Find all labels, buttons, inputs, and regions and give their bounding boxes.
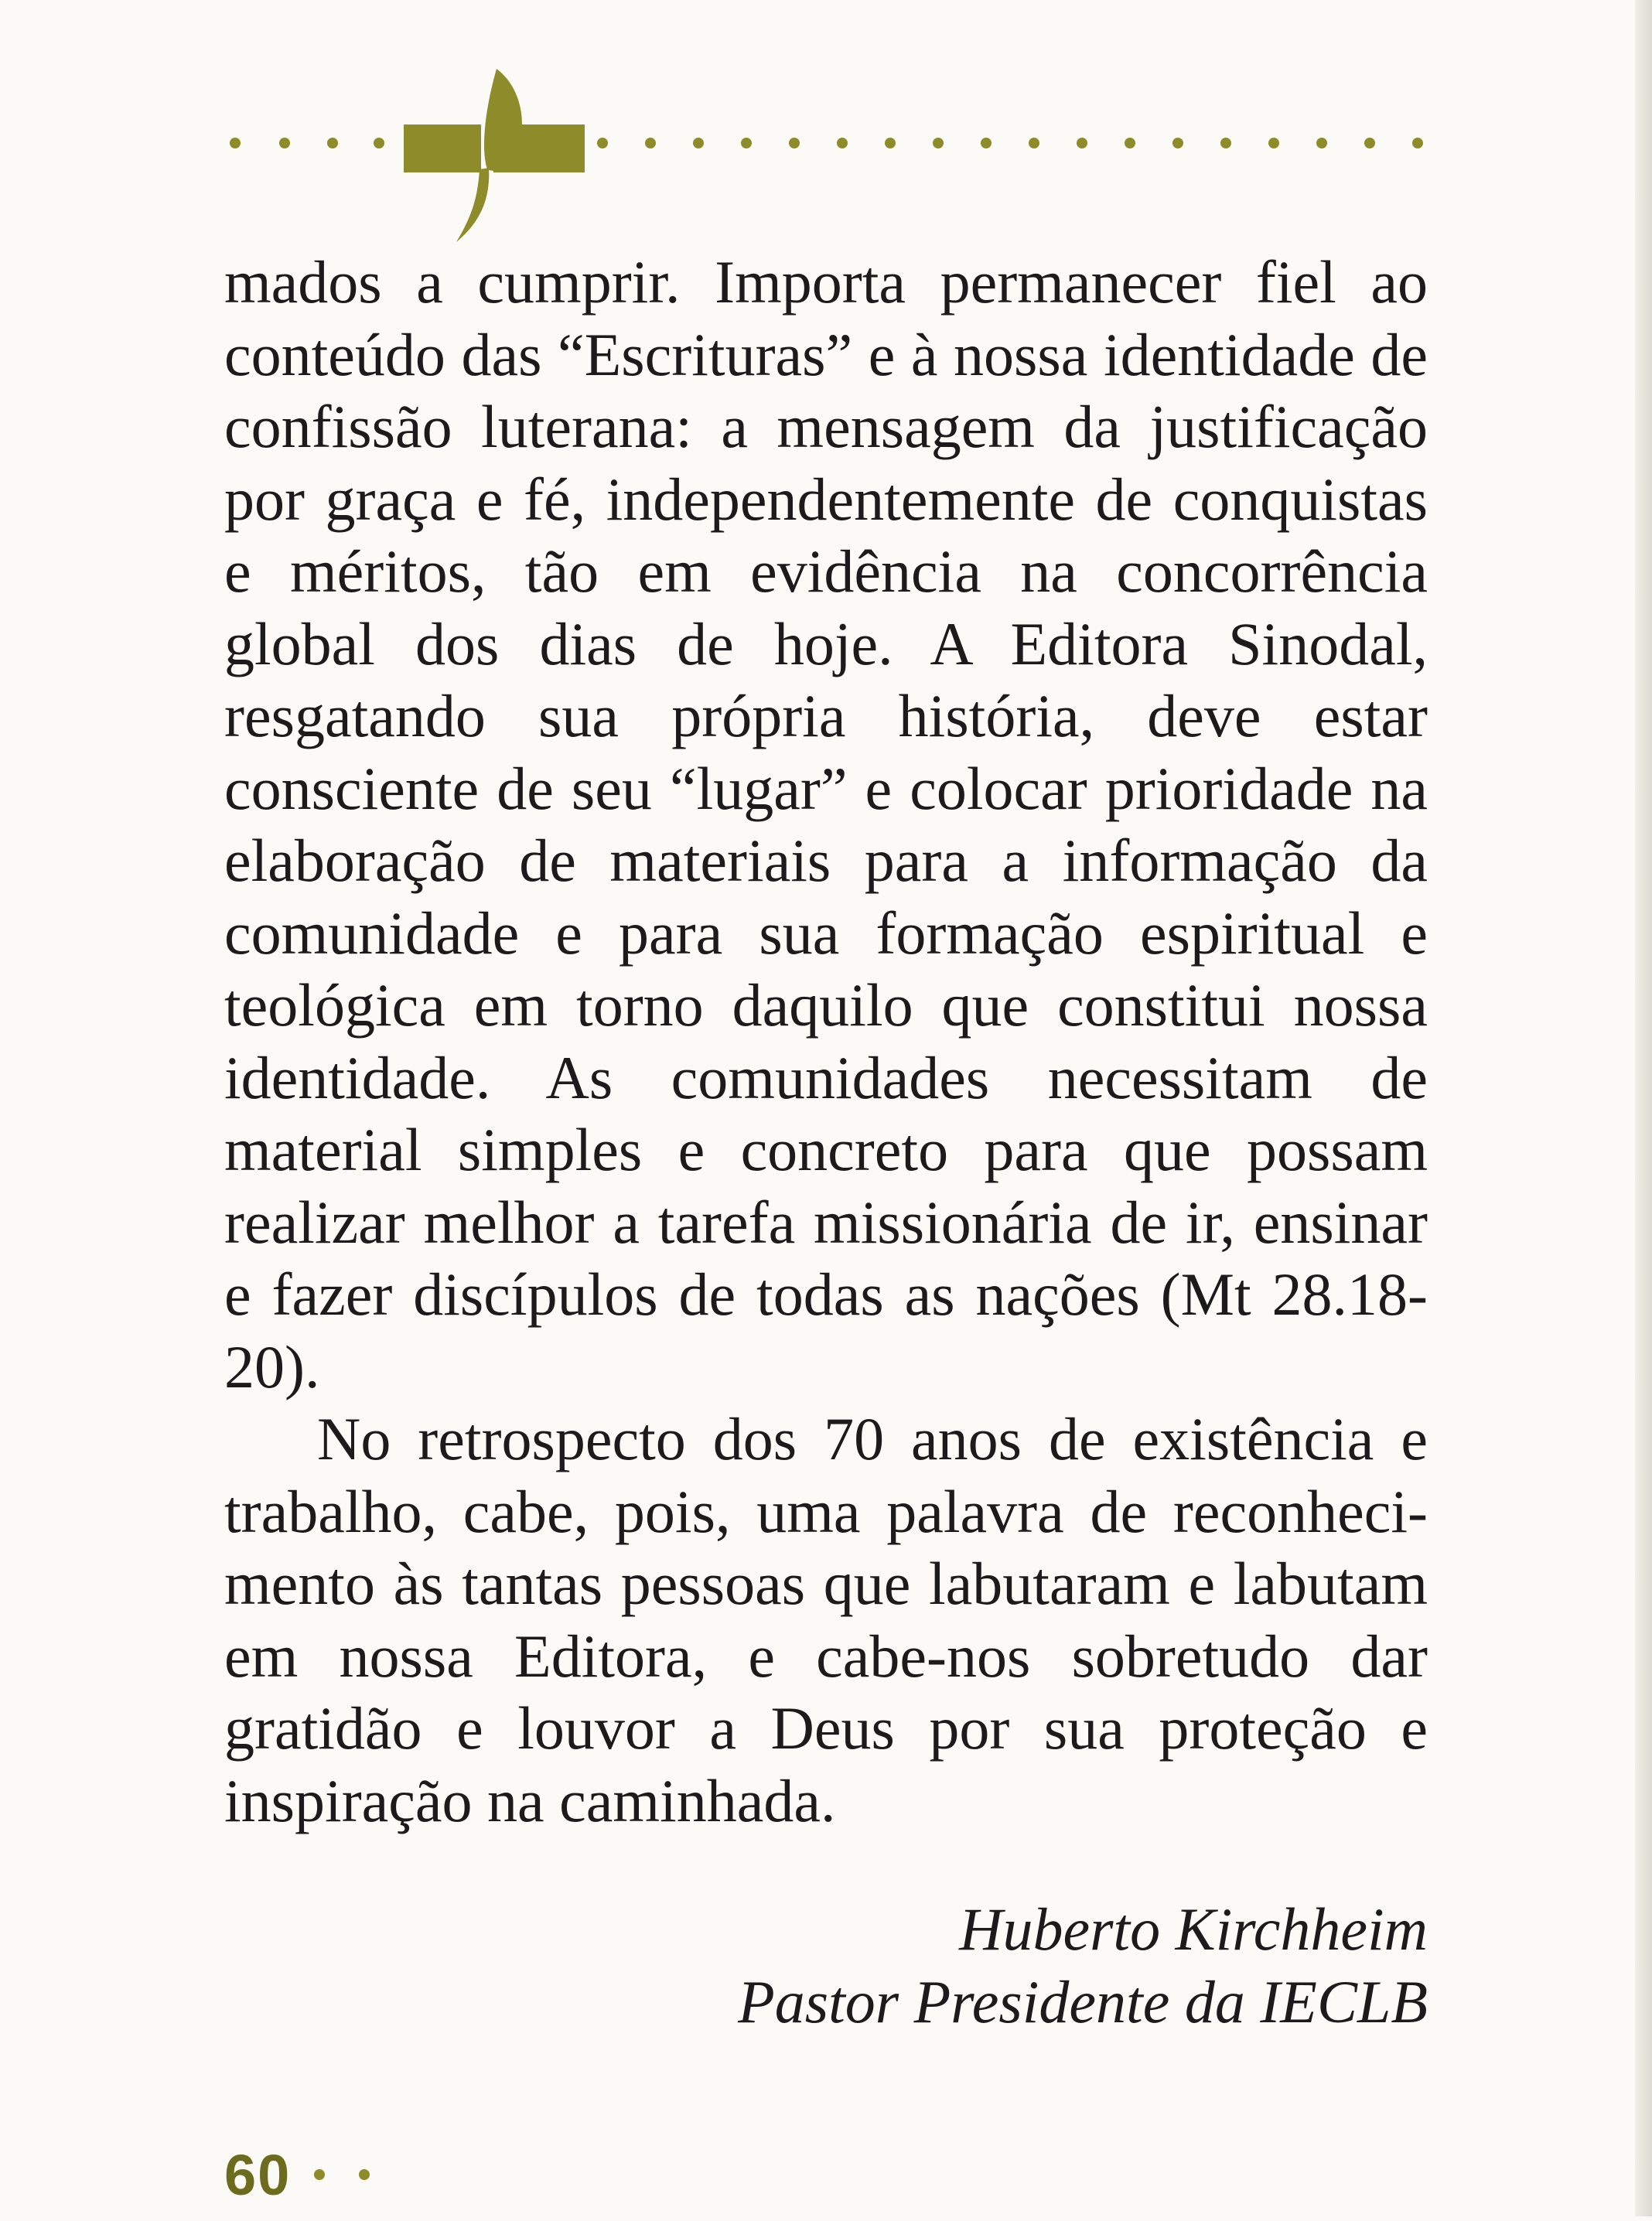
signature-title: Pastor Presidente da IECLB [738,1968,1428,2035]
body-text [224,246,1428,1837]
paragraph-1: mados a cumprir. Importa permanecer fiel ao conteúdo das “Escrituras” e à nossa identidade de confissão luterana: a mensagem da justificação por graça e fé, independentemente de conquistas e méritos, tão em evidência na concorrência global dos dias de hoje. A Editora Sinodal, resgatando sua própria história, deve estar consciente de seu “lugar” e colocar prioridade na elaboração de materiais para a informação da comunidade e para sua formação espiritual e teológica em torno daquilo que constitui nossa identidade. As comunidades necessitam de material simples e concreto para que possam realizar melhor a tarefa missionária de ir, ensinar e fazer discípulos de todas as nações (Mt 28.18-20). [224,248,1428,1400]
header-ornament [224,66,1431,244]
page-edge-shadow [1635,0,1652,2216]
page-number: 60 [224,2142,292,2207]
paragraph-2: No retrospecto dos 70 anos de existência e trabalho, cabe, pois, uma palavra de reconhecimento às tantas pessoas que labutaram e labutam em nossa Editora, e cabe-nos sobretudo dar gratidão e louvor a Deus por sua proteção e inspiração na caminhada. [224,1405,1428,1834]
page-footer [224,2128,370,2221]
cross-wheat-logo-icon [404,69,585,242]
signature-name: Huberto Kirchheim [959,1895,1428,1963]
footer-dot-leader [314,2169,370,2180]
signature-block [738,1893,1428,2038]
footer-dot [359,2169,370,2180]
footer-dot [314,2169,325,2180]
